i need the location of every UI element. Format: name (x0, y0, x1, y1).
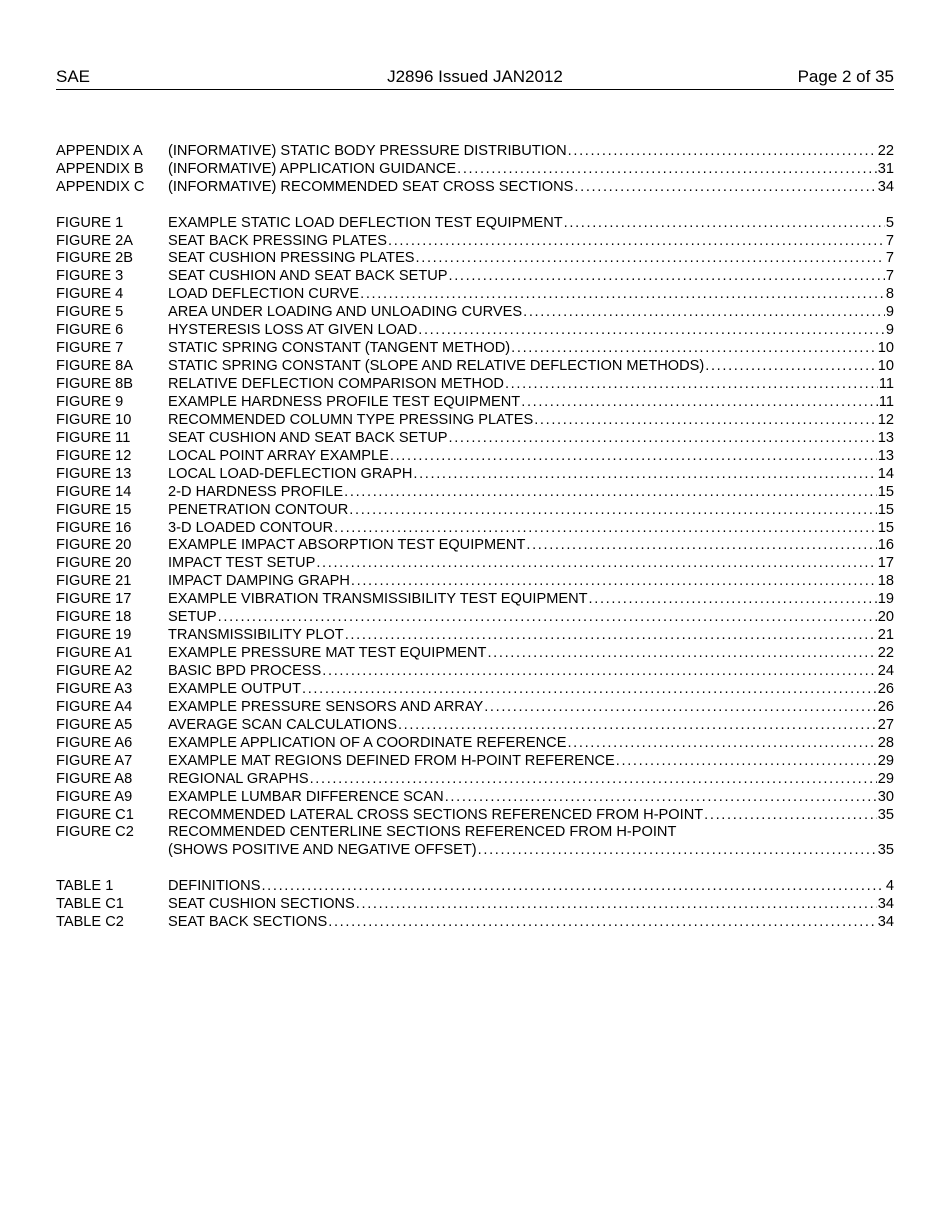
toc-entry-title: IMPACT TEST SETUP (168, 555, 316, 572)
toc-entry-label: FIGURE 21 (56, 573, 132, 590)
toc-dot-leader (360, 286, 885, 304)
toc-entry-label: FIGURE A7 (56, 752, 133, 769)
table-of-contents (56, 143, 894, 950)
toc-entry-title: RECOMMENDED CENTERLINE SECTIONS REFERENCED FROM H-POINT (168, 824, 677, 841)
toc-figures (56, 215, 894, 861)
toc-entry-title: PENETRATION CONTOUR (168, 501, 349, 518)
toc-entry-title: TRANSMISSIBILITY PLOT (168, 627, 344, 644)
toc-entry[interactable] (56, 807, 894, 825)
toc-entry[interactable] (56, 412, 894, 430)
toc-entry-label: FIGURE C1 (56, 806, 134, 823)
toc-entry-label: FIGURE A8 (56, 770, 133, 787)
toc-entry-label: FIGURE 3 (56, 268, 124, 285)
toc-entry-title: HYSTERESIS LOSS AT GIVEN LOAD (168, 322, 418, 339)
toc-entry-page: 11 (878, 376, 894, 393)
toc-entry-label: FIGURE 18 (56, 609, 132, 626)
toc-dot-leader (356, 896, 877, 914)
toc-entry-page: 7 (885, 232, 894, 249)
toc-entry-page: 13 (877, 447, 894, 464)
toc-entry-label: TABLE 1 (56, 878, 114, 895)
toc-entry-label: FIGURE A4 (56, 698, 133, 715)
toc-dot-leader (302, 681, 877, 699)
toc-entry-title: EXAMPLE APPLICATION OF A COORDINATE REFERENCE (168, 734, 567, 751)
toc-entry[interactable] (56, 555, 894, 573)
toc-dot-leader (568, 143, 877, 161)
toc-dot-leader (511, 340, 877, 358)
toc-entry-label: APPENDIX C (56, 178, 145, 195)
toc-entry[interactable] (56, 753, 894, 771)
toc-entry[interactable] (56, 591, 894, 609)
toc-entry[interactable] (56, 358, 894, 376)
toc-entry-title: SEAT CUSHION PRESSING PLATES (168, 250, 415, 267)
toc-entry[interactable] (56, 878, 894, 896)
toc-entry-label: FIGURE 17 (56, 591, 132, 608)
toc-entry-page: 15 (877, 501, 894, 518)
toc-entry-title: SEAT BACK PRESSING PLATES (168, 232, 387, 249)
toc-entry[interactable] (56, 537, 894, 555)
toc-entry[interactable] (56, 430, 894, 448)
header-org: SAE (56, 67, 91, 86)
toc-dot-leader (218, 609, 877, 627)
toc-entry-title: EXAMPLE IMPACT ABSORPTION TEST EQUIPMENT (168, 537, 526, 554)
toc-entry[interactable] (56, 645, 894, 663)
toc-entry-title: SEAT BACK SECTIONS (168, 914, 328, 931)
toc-entry-page: 35 (877, 842, 894, 859)
toc-dot-leader (310, 771, 877, 789)
toc-entry-page: 7 (885, 268, 894, 285)
toc-dot-leader (390, 448, 877, 466)
toc-entry-label: FIGURE 13 (56, 465, 132, 482)
toc-entry-page: 29 (877, 770, 894, 787)
toc-entry[interactable] (56, 824, 894, 842)
toc-entry-title: SEAT CUSHION AND SEAT BACK SETUP (168, 429, 448, 446)
toc-entry[interactable] (56, 322, 894, 340)
toc-entry[interactable] (56, 789, 894, 807)
toc-entry[interactable] (56, 161, 894, 179)
toc-dot-leader (526, 537, 876, 555)
toc-entry-page: 35 (877, 806, 894, 823)
toc-entry-title: EXAMPLE MAT REGIONS DEFINED FROM H-POINT REFERENCE (168, 752, 615, 769)
toc-dot-leader (505, 376, 878, 394)
toc-dot-leader (322, 663, 876, 681)
toc-dot-leader (345, 627, 877, 645)
toc-entry-page: 22 (877, 645, 894, 662)
toc-entry-label: FIGURE 6 (56, 322, 124, 339)
toc-entry-title: RECOMMENDED COLUMN TYPE PRESSING PLATES (168, 411, 534, 428)
toc-entry-page: 19 (877, 591, 894, 608)
toc-entry-label: FIGURE 2B (56, 250, 134, 267)
toc-entry-page: 11 (878, 393, 894, 410)
toc-entry-title: DEFINITIONS (168, 878, 261, 895)
toc-dot-leader (705, 358, 877, 376)
toc-entry-page: 9 (885, 304, 894, 321)
toc-entry[interactable] (56, 233, 894, 251)
toc-entry-page: 28 (877, 734, 894, 751)
toc-entry-page: 34 (877, 914, 894, 931)
toc-entry-page: 34 (877, 896, 894, 913)
toc-entry[interactable] (56, 448, 894, 466)
toc-entry-title: IMPACT DAMPING GRAPH (168, 573, 350, 590)
toc-entry-title: (INFORMATIVE) STATIC BODY PRESSURE DISTRIBUTION (168, 143, 567, 159)
toc-entry-label: FIGURE 16 (56, 519, 132, 536)
toc-dot-leader (487, 645, 876, 663)
toc-entry-title: (INFORMATIVE) APPLICATION GUIDANCE (168, 160, 457, 177)
toc-entry[interactable] (56, 304, 894, 322)
toc-entry-title: AREA UNDER LOADING AND UNLOADING CURVES (168, 304, 523, 321)
toc-entry-page: 26 (877, 698, 894, 715)
toc-entry-page: 12 (877, 411, 894, 428)
toc-entry[interactable] (56, 286, 894, 304)
toc-entry[interactable] (56, 663, 894, 681)
toc-entry-title: RECOMMENDED LATERAL CROSS SECTIONS REFERENCED FROM H-POINT (168, 806, 704, 823)
toc-entry-title: EXAMPLE STATIC LOAD DEFLECTION TEST EQUIPMENT (168, 214, 563, 231)
toc-entry-label: FIGURE 12 (56, 447, 132, 464)
toc-entry-page: 27 (877, 716, 894, 733)
toc-entry-page: 31 (877, 160, 894, 177)
toc-entry-label: FIGURE C2 (56, 824, 134, 841)
toc-entry[interactable] (56, 896, 894, 914)
toc-appendices (56, 143, 894, 197)
toc-entry-page: 15 (877, 519, 894, 536)
toc-entry-label: FIGURE A1 (56, 645, 133, 662)
toc-entry-page: 26 (877, 680, 894, 697)
toc-entry-title: STATIC SPRING CONSTANT (SLOPE AND RELATIVE DEFLECTION METHODS) (168, 358, 705, 375)
toc-entry-page: 18 (877, 573, 894, 590)
toc-entry-label: FIGURE A6 (56, 734, 133, 751)
toc-entry-title: STATIC SPRING CONSTANT (TANGENT METHOD) (168, 340, 511, 357)
toc-entry-title: LOAD DEFLECTION CURVE (168, 286, 360, 303)
toc-dot-leader (416, 250, 885, 268)
toc-entry[interactable] (56, 842, 894, 860)
toc-entry[interactable] (56, 520, 894, 538)
toc-entry[interactable] (56, 215, 894, 233)
toc-entry-title: EXAMPLE LUMBAR DIFFERENCE SCAN (168, 788, 444, 805)
toc-entry[interactable] (56, 735, 894, 753)
toc-entry-label: FIGURE A9 (56, 788, 133, 805)
toc-entry-page: 16 (877, 537, 894, 554)
toc-entry[interactable] (56, 340, 894, 358)
toc-entry-title: SETUP (168, 609, 217, 626)
header-page-number: Page 2 of 35 (797, 67, 894, 86)
toc-entry-label: FIGURE 2A (56, 232, 134, 249)
toc-entry-title: 2-D HARDNESS PROFILE (168, 483, 344, 500)
toc-entry-title: 3-D LOADED CONTOUR (168, 519, 334, 536)
toc-entry-page: 29 (877, 752, 894, 769)
toc-dot-leader (484, 699, 877, 717)
toc-entry-label: TABLE C1 (56, 896, 124, 913)
toc-entry[interactable] (56, 627, 894, 645)
toc-entry-label: TABLE C2 (56, 914, 124, 931)
toc-entry-page: 17 (877, 555, 894, 572)
toc-dot-leader (457, 161, 877, 179)
header-doc-id: J2896 Issued JAN2012 (387, 67, 563, 86)
toc-entry-label: FIGURE 4 (56, 286, 124, 303)
toc-entry-page: 5 (885, 214, 894, 231)
toc-entry-label: FIGURE 10 (56, 411, 132, 428)
toc-dot-leader (445, 789, 877, 807)
toc-entry-page: 10 (877, 340, 894, 357)
toc-entry[interactable] (56, 573, 894, 591)
toc-entry-page: 4 (885, 878, 894, 895)
toc-entry-page: 22 (877, 143, 894, 159)
toc-entry[interactable] (56, 268, 894, 286)
toc-entry-title: BASIC BPD PROCESS (168, 663, 322, 680)
toc-entry-title: (INFORMATIVE) RECOMMENDED SEAT CROSS SECTIONS (168, 178, 574, 195)
toc-dot-leader (413, 466, 876, 484)
toc-dot-leader (574, 179, 876, 197)
toc-entry-title: AVERAGE SCAN CALCULATIONS (168, 716, 397, 733)
toc-entry-title: EXAMPLE HARDNESS PROFILE TEST EQUIPMENT (168, 393, 521, 410)
toc-entry-title: SEAT CUSHION SECTIONS (168, 896, 355, 913)
toc-entry[interactable] (56, 681, 894, 699)
toc-dot-leader (589, 591, 877, 609)
toc-entry-title: EXAMPLE PRESSURE MAT TEST EQUIPMENT (168, 645, 487, 662)
toc-entry[interactable] (56, 717, 894, 735)
toc-dot-leader (328, 914, 877, 932)
toc-entry-page: 9 (885, 322, 894, 339)
toc-entry-label: FIGURE 14 (56, 483, 132, 500)
toc-dot-leader (521, 394, 878, 412)
toc-entry-page: 15 (877, 483, 894, 500)
toc-dot-leader (704, 807, 877, 825)
toc-entry-title: LOCAL LOAD-DEFLECTION GRAPH (168, 465, 413, 482)
toc-entry-page: 34 (877, 178, 894, 195)
toc-dot-leader (449, 430, 877, 448)
toc-dot-leader (334, 520, 877, 538)
toc-entry-page: 8 (885, 286, 894, 303)
toc-entry-page: 24 (877, 663, 894, 680)
toc-entry-label: FIGURE 8B (56, 376, 134, 393)
toc-entry-label: FIGURE 8A (56, 358, 134, 375)
toc-entry-label: FIGURE 20 (56, 555, 132, 572)
toc-dot-leader (564, 215, 885, 233)
toc-entry[interactable] (56, 143, 894, 161)
page-header (56, 67, 894, 90)
toc-dot-leader (534, 412, 877, 430)
toc-entry-label: FIGURE A2 (56, 663, 133, 680)
toc-dot-leader (449, 268, 885, 286)
toc-dot-leader (567, 735, 876, 753)
toc-entry-title: REGIONAL GRAPHS (168, 770, 309, 787)
toc-dot-leader (523, 304, 885, 322)
toc-entry[interactable] (56, 771, 894, 789)
toc-entry-label: FIGURE 7 (56, 340, 124, 357)
toc-entry-label: APPENDIX B (56, 160, 144, 177)
toc-entry-page: 14 (877, 465, 894, 482)
toc-entry-label: FIGURE 11 (56, 429, 131, 446)
toc-entry-title: EXAMPLE PRESSURE SENSORS AND ARRAY (168, 698, 484, 715)
toc-entry-label: APPENDIX A (56, 143, 143, 159)
toc-entry[interactable] (56, 179, 894, 197)
toc-entry-title: LOCAL POINT ARRAY EXAMPLE (168, 447, 389, 464)
toc-entry-label: FIGURE A3 (56, 680, 133, 697)
toc-entry-title: EXAMPLE VIBRATION TRANSMISSIBILITY TEST EQUIPMENT (168, 591, 588, 608)
toc-entry-page: 30 (877, 788, 894, 805)
toc-entry-label: FIGURE 19 (56, 627, 132, 644)
toc-dot-leader (349, 502, 876, 520)
toc-entry-label: FIGURE 1 (56, 214, 124, 231)
toc-dot-leader (261, 878, 884, 896)
toc-entry[interactable] (56, 484, 894, 502)
toc-dot-leader (344, 484, 877, 502)
toc-dot-leader (616, 753, 877, 771)
toc-dot-leader (316, 555, 876, 573)
toc-entry-page: 13 (877, 429, 894, 446)
toc-entry-title: RELATIVE DEFLECTION COMPARISON METHOD (168, 376, 504, 393)
toc-entry-label: FIGURE 15 (56, 501, 132, 518)
toc-entry-label: FIGURE 5 (56, 304, 124, 321)
toc-entry[interactable] (56, 466, 894, 484)
toc-dot-leader (398, 717, 877, 735)
toc-entry-page: 7 (885, 250, 894, 267)
toc-entry[interactable] (56, 914, 894, 932)
toc-entry[interactable] (56, 609, 894, 627)
toc-dot-leader (418, 322, 885, 340)
toc-entry-title: SEAT CUSHION AND SEAT BACK SETUP (168, 268, 448, 285)
toc-dot-leader (478, 842, 877, 860)
toc-entry[interactable] (56, 502, 894, 520)
toc-entry[interactable] (56, 250, 894, 268)
toc-entry[interactable] (56, 394, 894, 412)
toc-entry-label: FIGURE 20 (56, 537, 132, 554)
toc-entry-label: FIGURE A5 (56, 716, 133, 733)
toc-entry-title: (SHOWS POSITIVE AND NEGATIVE OFFSET) (168, 842, 477, 859)
toc-entry-page: 10 (877, 358, 894, 375)
toc-tables (56, 878, 894, 932)
toc-entry-label: FIGURE 9 (56, 393, 124, 410)
toc-entry[interactable] (56, 376, 894, 394)
toc-dot-leader (351, 573, 877, 591)
toc-entry-title: EXAMPLE OUTPUT (168, 680, 301, 697)
toc-entry-page: 20 (877, 609, 894, 626)
toc-dot-leader (388, 233, 885, 251)
toc-entry-page: 21 (877, 627, 894, 644)
toc-entry[interactable] (56, 699, 894, 717)
